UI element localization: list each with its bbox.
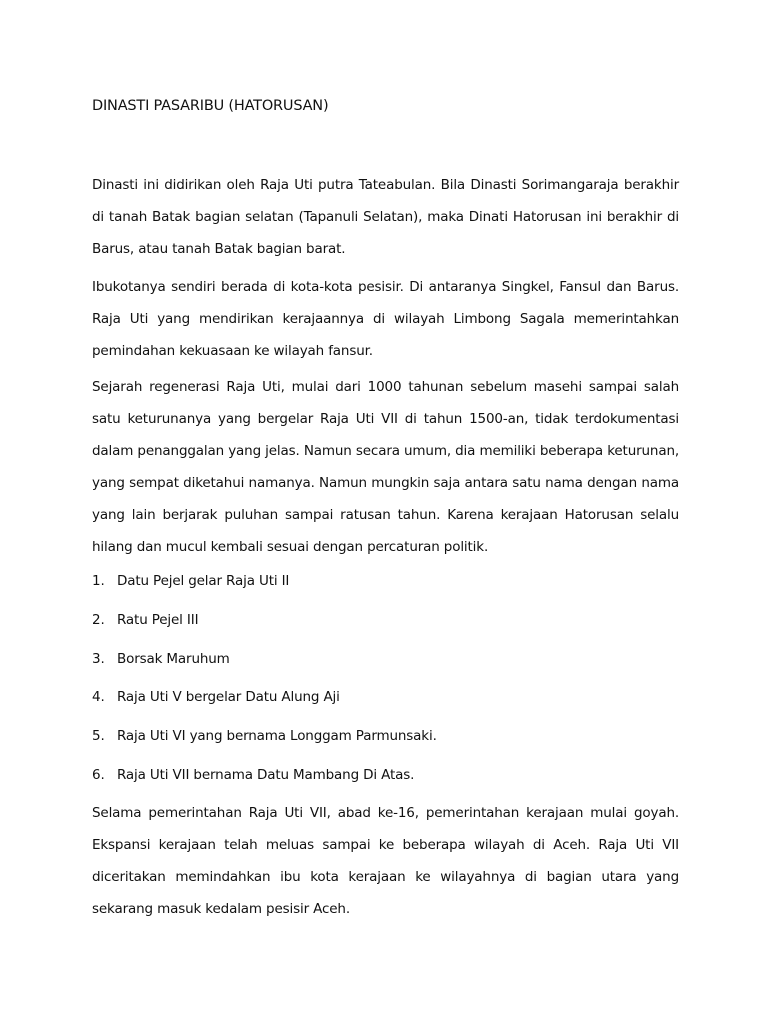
document-title: DINASTI PASARIBU (HATORUSAN)	[92, 98, 329, 114]
list-item-number: 2.	[92, 611, 105, 628]
list-item	[92, 565, 679, 604]
list-item-number: 1.	[92, 573, 105, 589]
list-item-number: 6.	[92, 766, 105, 783]
list-item-text: Raja Uti VI yang bernama Longgam Parmunsaki.	[117, 728, 437, 745]
paragraph-intro: Dinasti ini didirikan oleh Raja Uti putra Tateabulan. Bila Dinasti Sorimangaraja berakhir di tanah Batak bagian selatan (Tapanuli Selatan), maka Dinati Hatorusan ini berakhir di Barus, atau tanah Batak bagian barat.	[92, 177, 679, 257]
paragraph-capital: Ibukotanya sendiri berada di kota-kota pesisir. Di antaranya Singkel, Fansul dan Barus. Raja Uti yang mendirikan kerajaannya di wilayah Limbong Sagala memerintahkan pemindahan kekuasaan ke wilayah fansur.	[92, 279, 679, 359]
list-item-number: 3.	[92, 650, 105, 667]
list-item	[92, 759, 679, 798]
list-item-number: 4.	[92, 689, 105, 706]
paragraph-history: Sejarah regenerasi Raja Uti, mulai dari 1000 tahunan sebelum masehi sampai salah satu keturunanya yang bergelar Raja Uti VII di tahun 1500-an, tidak terdokumentasi dalam penanggalan yang jelas. Namun secara umum, dia memiliki beberapa keturunan, yang sempat diketahui namanya. Namun mungkin saja antara satu nama dengan nama yang lain berjarak puluhan sampai ratusan tahun. Karena kerajaan Hatorusan selalu hilang dan mucul kembali sesuai dengan percaturan politik.	[92, 379, 679, 555]
list-item-number: 5.	[92, 728, 105, 745]
rulers-list	[92, 565, 679, 798]
list-item	[92, 720, 679, 759]
list-item-text: Datu Pejel gelar Raja Uti II	[117, 573, 290, 589]
list-item	[92, 643, 679, 682]
paragraph-closing: Selama pemerintahan Raja Uti VII, abad ke-16, pemerintahan kerajaan mulai goyah. Ekspansi kerajaan telah meluas sampai ke beberapa wilayah di Aceh. Raja Uti VII diceritakan memindahkan ibu kota kerajaan ke wilayahnya di bagian utara yang sekarang masuk kedalam pesisir Aceh.	[92, 805, 679, 917]
list-item	[92, 604, 679, 643]
list-item-text: Ratu Pejel III	[117, 611, 199, 628]
list-item-text: Borsak Maruhum	[117, 650, 230, 667]
list-item-text: Raja Uti VII bernama Datu Mambang Di Atas.	[117, 766, 415, 783]
list-item-text: Raja Uti V bergelar Datu Alung Aji	[117, 689, 340, 706]
list-item	[92, 681, 679, 720]
